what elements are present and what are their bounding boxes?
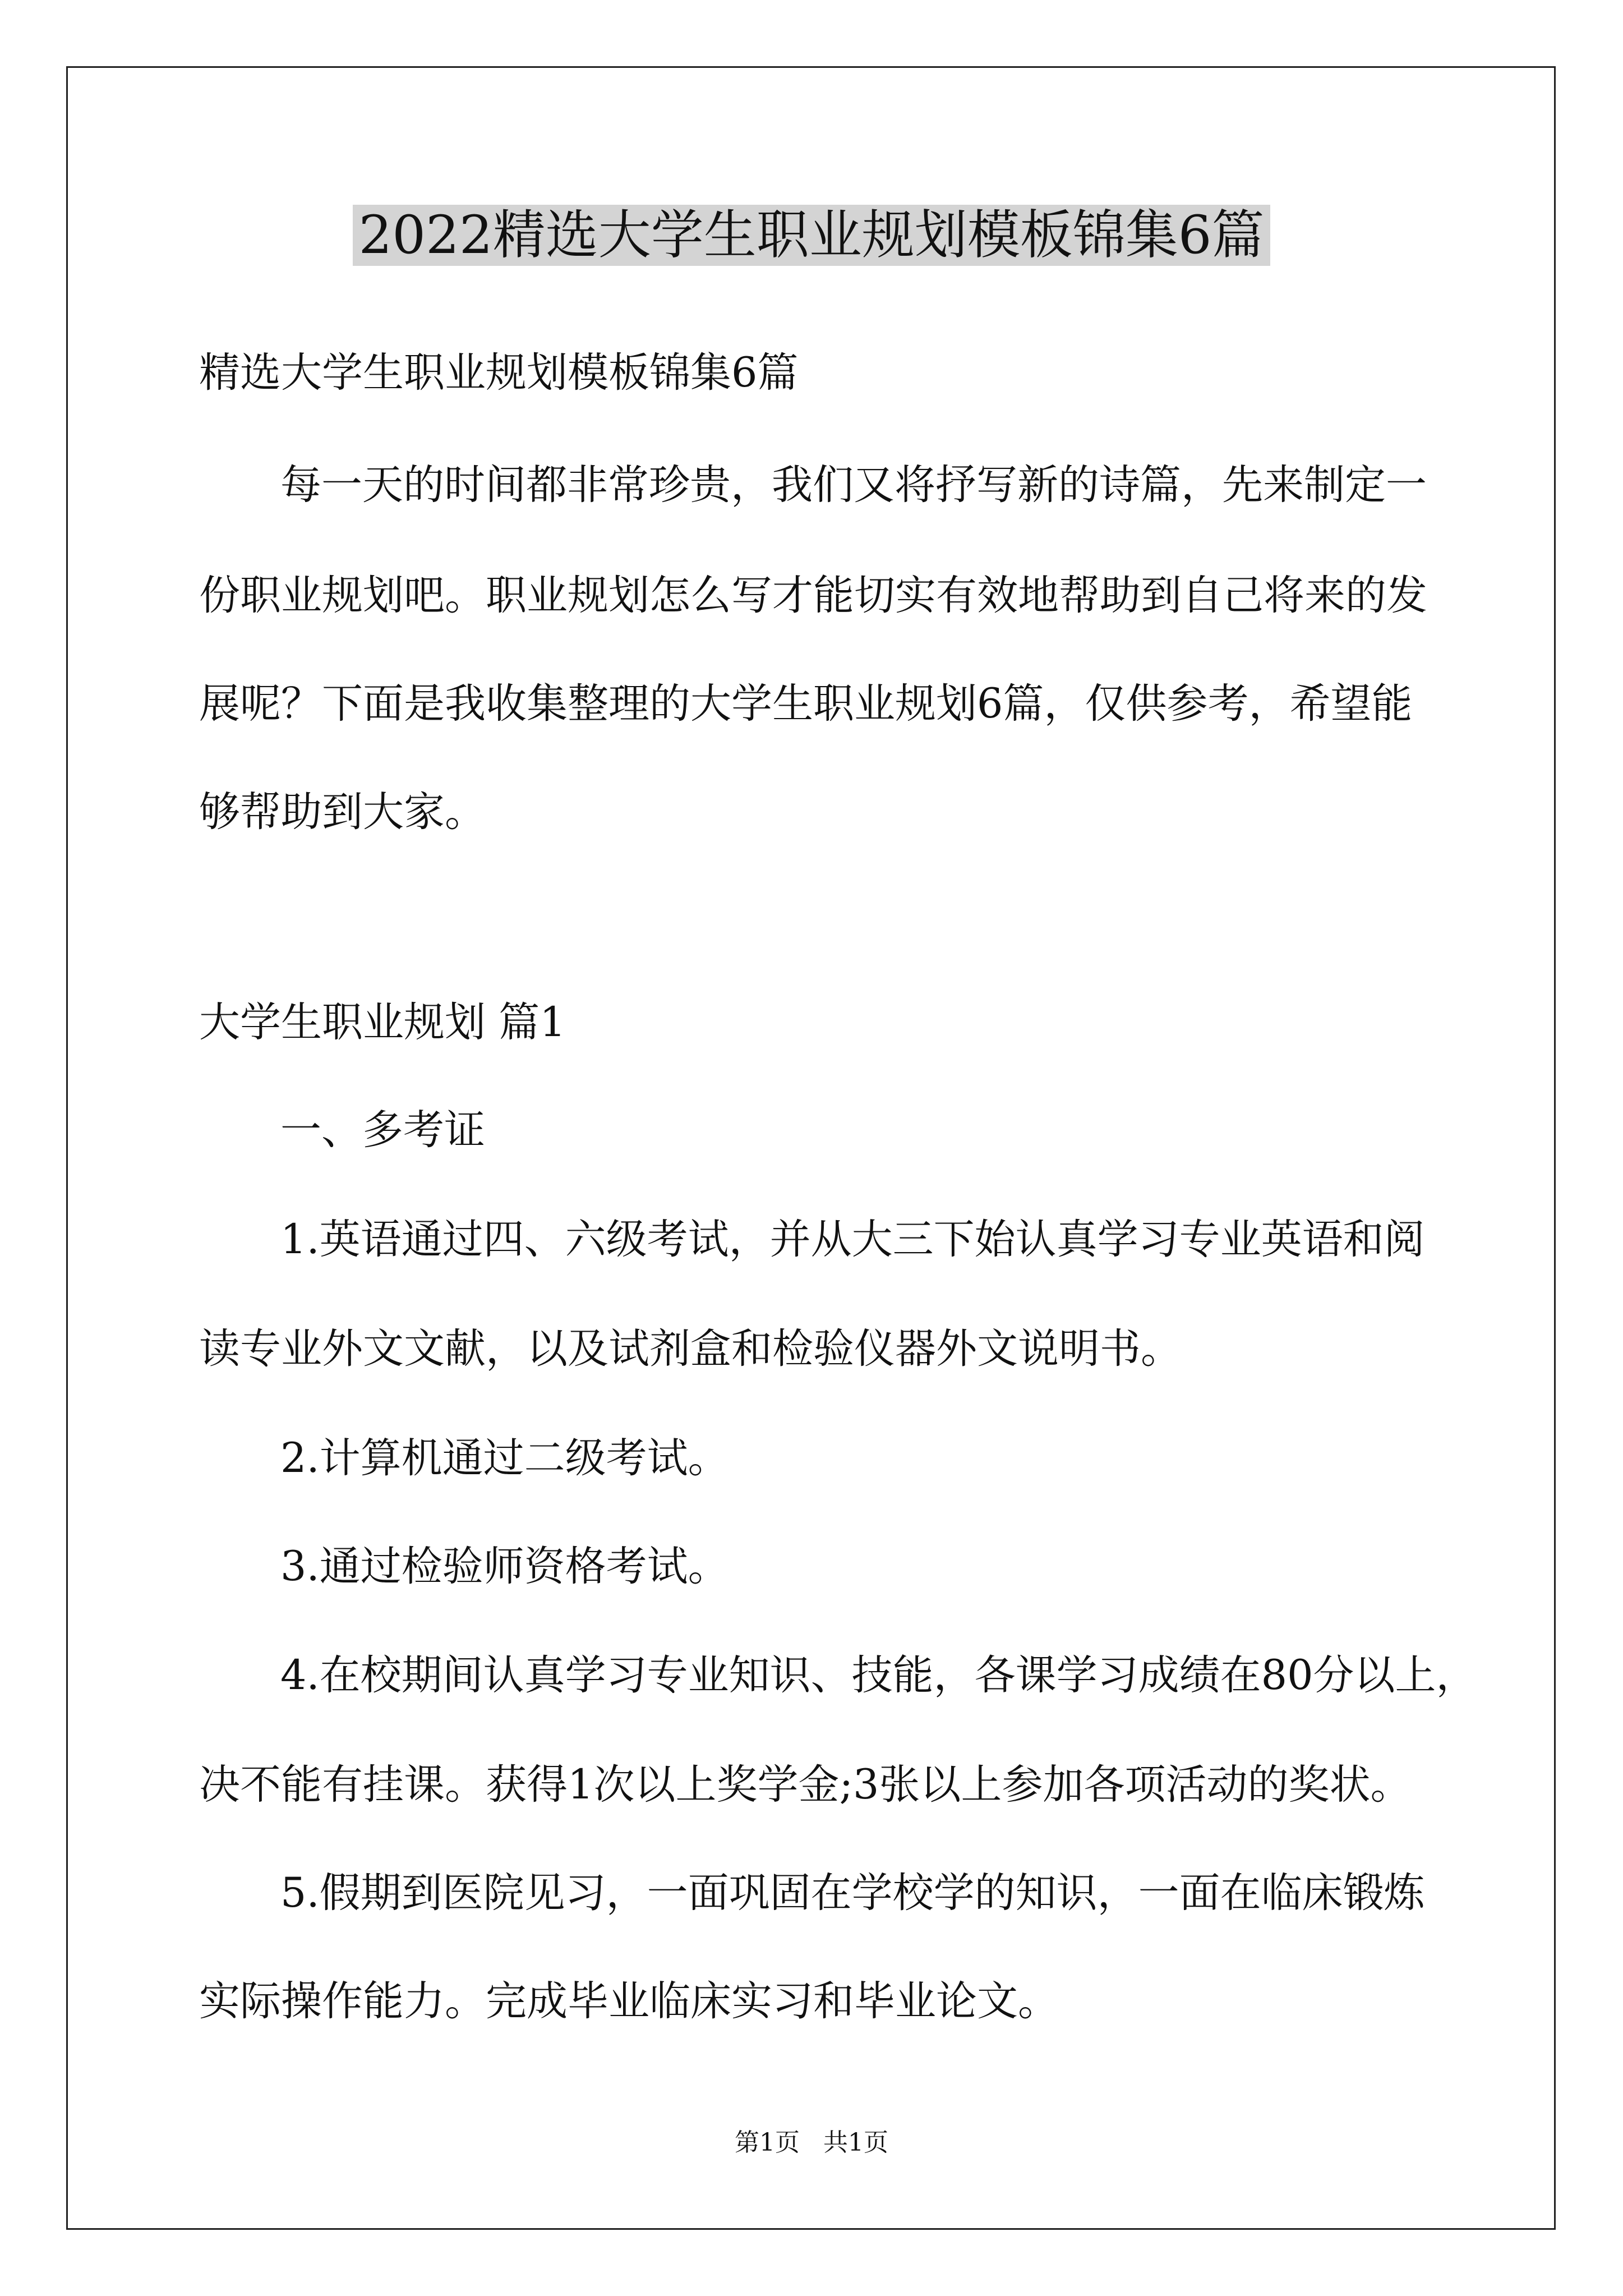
list-line-3: 2.计算机通过二级考试。 bbox=[280, 1434, 729, 1482]
intro-line-3: 展呢？下面是我收集整理的大学生职业规划6篇，仅供参考，希望能 bbox=[199, 680, 1413, 728]
intro-line-4: 够帮助到大家。 bbox=[199, 788, 486, 836]
section-item: 一、多考证 bbox=[280, 1106, 485, 1154]
document-title-text: 2022精选大学生职业规划模板锦集6篇 bbox=[353, 205, 1270, 266]
document-subtitle: 精选大学生职业规划模板锦集6篇 bbox=[199, 349, 799, 397]
page-footer: 第1页 共1页 bbox=[735, 2128, 888, 2157]
list-line-7: 5.假期到医院见习，一面巩固在学校学的知识，一面在临床锻炼 bbox=[280, 1869, 1425, 1917]
intro-line-1: 每一天的时间都非常珍贵，我们又将抒写新的诗篇，先来制定一 bbox=[280, 461, 1427, 509]
list-line-5: 4.在校期间认真学习专业知识、技能，各课学习成绩在80分以上， bbox=[280, 1651, 1477, 1699]
list-line-4: 3.通过检验师资格考试。 bbox=[280, 1543, 729, 1590]
intro-line-2: 份职业规划吧。职业规划怎么写才能切实有效地帮助到自己将来的发 bbox=[199, 572, 1427, 619]
list-line-2: 读专业外文文献，以及试剂盒和检验仪器外文说明书。 bbox=[199, 1325, 1182, 1373]
section-heading: 大学生职业规划 篇1 bbox=[199, 999, 566, 1046]
document-title bbox=[0, 194, 1623, 278]
list-line-6: 决不能有挂课。获得1次以上奖学金;3张以上参加各项活动的奖状。 bbox=[199, 1761, 1412, 1809]
list-line-1: 1.英语通过四、六级考试，并从大三下始认真学习专业英语和阅 bbox=[280, 1216, 1425, 1263]
list-line-8: 实际操作能力。完成毕业临床实习和毕业论文。 bbox=[199, 1977, 1059, 2025]
